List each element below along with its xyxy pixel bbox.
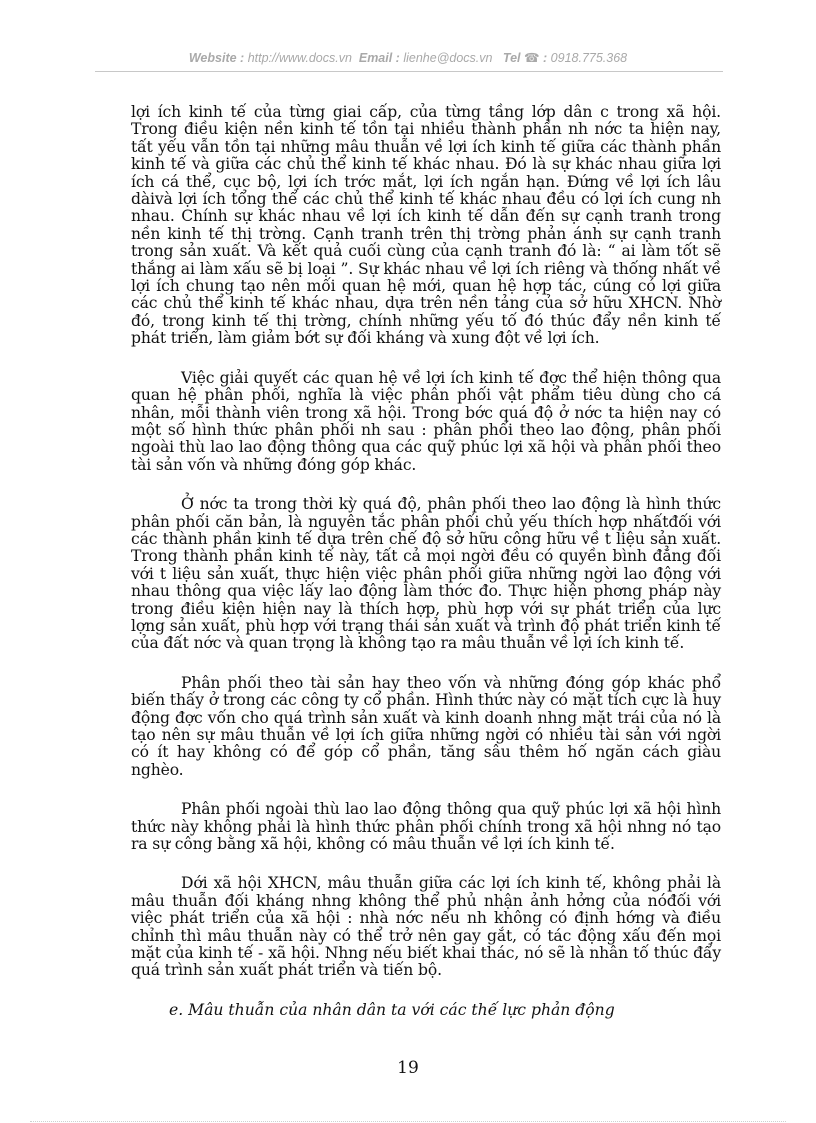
section-subheading: e. Mâu thuẫn của nhân dân ta với các thế lực phản động bbox=[169, 1000, 615, 1019]
page-header bbox=[0, 50, 816, 65]
paragraph: Phân phối ngoài thù lao lao động thông qua quỹ phúc lợi xã hội hình thức này không phải là hình thức phân phối chính trong xã hội nhng nó tạo ra sự công bằng xã hội, không có mâu thuẫn về lợi ích kinh tế. bbox=[131, 800, 721, 854]
tel-label: Tel ☎ : bbox=[502, 51, 548, 65]
footer-divider bbox=[30, 1121, 786, 1122]
document-body bbox=[131, 104, 721, 1019]
paragraph: lợi ích kinh tế của từng giai cấp, của từng tầng lớp dân c trong xã hội. Trong điều kiện nền kinh tế tồn tại nhiều thành phần nh nớc ta hiện nay, tất yếu vẫn tồn tại những mâu thuẫn về lợi ích kinh tế giữa các thành phần kinh tế và giữa các chủ thể kinh tế khác nhau. Đó là sự khác nhau giữa lợi ích cá thể, cục bộ, lợi ích trớc mắt, lợi ích ngắn hạn. Đứng về lợi ích lâu dàivà lợi ích tổng thể các chủ thể kinh tế khác nhau đều có lợi ích cung nh nhau. Chính sự khác nhau về lợi ích kinh tế dẫn đến sự cạnh tranh trong nền kinh tế thị trờng. Cạnh tranh trên thị trờng phản ánh sự cạnh tranh trong sản xuất. Và kết quả cuối cùng của cạnh tranh đó là: “ ai làm tốt sẽ thắng ai làm xấu sẽ bị loại ”. Sự khác nhau về lợi ích riêng và thống nhất về lợi ích chung tạo nên mối quan hệ mới, quan hệ hợp tác, cúng có lợi giữa các chủ thể kinh tế khác nhau, dựa trên nền tảng của sở hữu XHCN. Nhờ đó, trong kinh tế thị trờng, chính những yếu tố đó thúc đẩy nền kinh tế phát triển, làm giảm bớt sự đối kháng và xung đột về lợi ích. bbox=[131, 103, 721, 348]
page-number: 19 bbox=[397, 1058, 419, 1078]
tel-number: 0918.775.368 bbox=[550, 51, 628, 65]
website-url: http://www.docs.vn bbox=[247, 51, 352, 65]
paragraph: Việc giải quyết các quan hệ về lợi ích kinh tế đợc thể hiện thông qua quan hệ phân phối, nghĩa là việc phân phối vật phẩm tiêu dùng cho cá nhân, mỗi thành viên trong xã hội. Trong bớc quá độ ở nớc ta hiện nay có một số hình thức phân phối nh sau : phân phối theo lao động, phân phối ngoài thù lao lao động thông qua các quỹ phúc lợi xã hội và phân phối theo tài sản vốn và những đóng góp khác. bbox=[131, 368, 721, 474]
paragraph: Ở nớc ta trong thời kỳ quá độ, phân phối theo lao động là hình thức phân phối căn bản, là nguyên tắc phân phối chủ yếu thích hợp nhấtđối với các thành phần kinh tế dựa trên chế độ sở hữu công hữu về t liệu sản xuất. Trong thành phần kinh tế này, tất cả mọi ngời đều có quyền bình đẳng đối với t liệu sản xuất, thực hiện việc phân phối giữa những ngời lao động với nhau thông qua việc lấy lao động làm thớc đo. Thực hiện phơng pháp này trong điều kiện hiện nay là thích hợp, phù hợp với sự phát triển của lực lợng sản xuất, phù hợp với trạng thái sản xuất và trình độ phát triển kinh tế của đất nớc và quan trọng là không tạo ra mâu thuẫn về lợi ích kinh tế. bbox=[131, 495, 721, 653]
header-divider bbox=[95, 71, 723, 72]
paragraph: Phân phối theo tài sản hay theo vốn và những đóng góp khác phổ biến thấy ở trong các công ty cổ phần. Hình thức này có mặt tích cực là huy động đợc vốn cho quá trình sản xuất và kinh doanh nhng mặt trái của nó là tạo nên sự mâu thuẫn về lợi ích giữa những ngời có nhiều tài sản với ngời có ít hay không có để góp cổ phần, tăng sâu thêm hố ngăn cách giàu nghèo. bbox=[131, 673, 721, 779]
paragraph: Dới xã hội XHCN, mâu thuẫn giữa các lợi ích kinh tế, không phải là mâu thuẫn đối kháng nhng không thể phủ nhận ảnh hởng của nóđối với việc phát triển của xã hội : nhà nớc nếu nh không có định hớng và điều chỉnh thì mâu thuẫn này có thể trở nên gay gắt, có tác động xấu đến mọi mặt của kinh tế - xã hội. Nhng nếu biết khai thác, nó sẽ là nhân tố thúc đẩy quá trình sản xuất phát triển và tiến bộ. bbox=[131, 874, 721, 980]
email-address: lienhe@docs.vn bbox=[403, 51, 493, 65]
email-label: Email : bbox=[358, 51, 400, 65]
website-label: Website : bbox=[188, 51, 245, 65]
